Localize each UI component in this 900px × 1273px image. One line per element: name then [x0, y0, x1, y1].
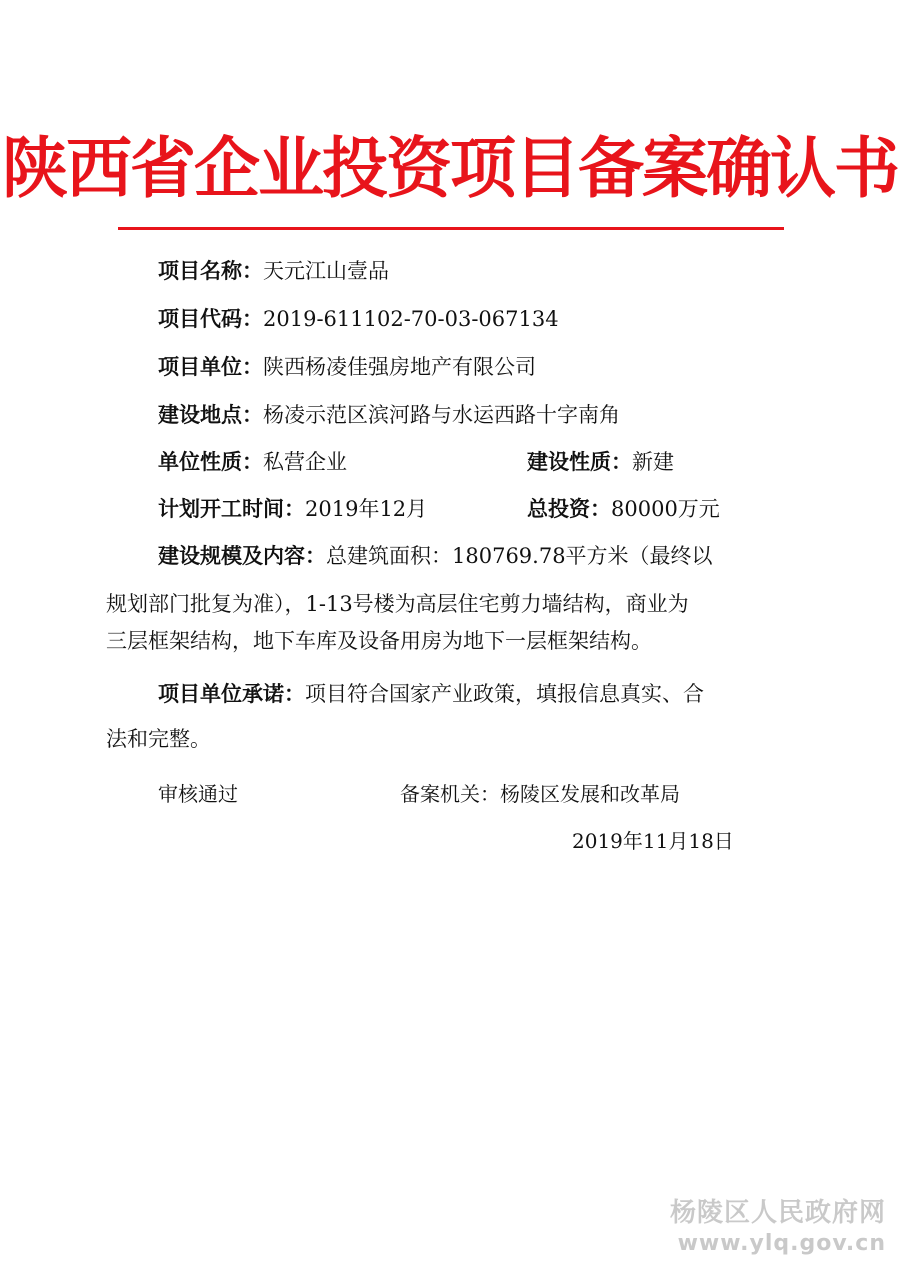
start-time-label: 计划开工时间： — [158, 497, 305, 521]
project-unit-label: 项目单位： — [158, 355, 263, 379]
construction-nature-value: 新建 — [632, 450, 674, 474]
site-watermark — [670, 1196, 886, 1258]
project-name-value: 天元江山壹品 — [263, 259, 389, 283]
project-code-row — [158, 304, 559, 334]
project-name-row — [158, 256, 389, 286]
commitment-text-2: 法和完整。 — [106, 727, 211, 751]
construction-nature-label: 建设性质： — [527, 450, 632, 474]
unit-nature-label: 单位性质： — [158, 450, 263, 474]
construction-nature-row — [527, 447, 674, 477]
project-unit-row — [158, 352, 536, 382]
location-value: 杨凌示范区滨河路与水运西路十字南角 — [263, 403, 620, 427]
project-unit-value: 陕西杨凌佳强房地产有限公司 — [263, 355, 536, 379]
commitment-row-2 — [106, 724, 211, 754]
total-investment-row — [527, 494, 720, 524]
scale-text-3: 三层框架结构，地下车库及设备用房为地下一层框架结构。 — [106, 629, 652, 653]
total-investment-value: 80000万元 — [611, 497, 720, 521]
total-investment-label: 总投资： — [527, 497, 611, 521]
document-title: 陕西省企业投资项目备案确认书 — [2, 129, 898, 207]
commitment-text-1: 项目符合国家产业政策，填报信息真实、合 — [305, 682, 704, 706]
start-time-value: 2019年12月 — [305, 497, 428, 521]
scale-label: 建设规模及内容： — [158, 544, 326, 568]
watermark-site-name: 杨陵区人民政府网 — [669, 1198, 886, 1228]
project-code-value: 2019-611102-70-03-067134 — [263, 307, 559, 331]
scale-row-1 — [158, 541, 713, 571]
filing-authority: 备案机关：杨陵区发展和改革局 — [400, 782, 680, 806]
title-underline — [118, 227, 784, 230]
watermark-url: www.ylq.gov.cn — [677, 1231, 886, 1256]
project-name-label: 项目名称： — [158, 259, 263, 283]
commitment-label: 项目单位承诺： — [158, 682, 305, 706]
start-time-row — [158, 494, 427, 524]
scale-row-2 — [106, 589, 689, 619]
unit-nature-row — [158, 447, 347, 477]
location-label: 建设地点： — [158, 403, 263, 427]
unit-nature-value: 私营企业 — [263, 450, 347, 474]
commitment-row-1 — [158, 679, 704, 709]
scale-text-1: 总建筑面积：180769.78平方米（最终以 — [326, 544, 713, 568]
scale-text-2: 规划部门批复为准），1-13号楼为高层住宅剪力墙结构，商业为 — [106, 592, 689, 616]
filing-date: 2019年11月18日 — [572, 829, 734, 853]
review-status: 审核通过 — [158, 782, 238, 806]
project-code-label: 项目代码： — [158, 307, 263, 331]
location-row — [158, 400, 620, 430]
scale-row-3 — [106, 626, 652, 656]
